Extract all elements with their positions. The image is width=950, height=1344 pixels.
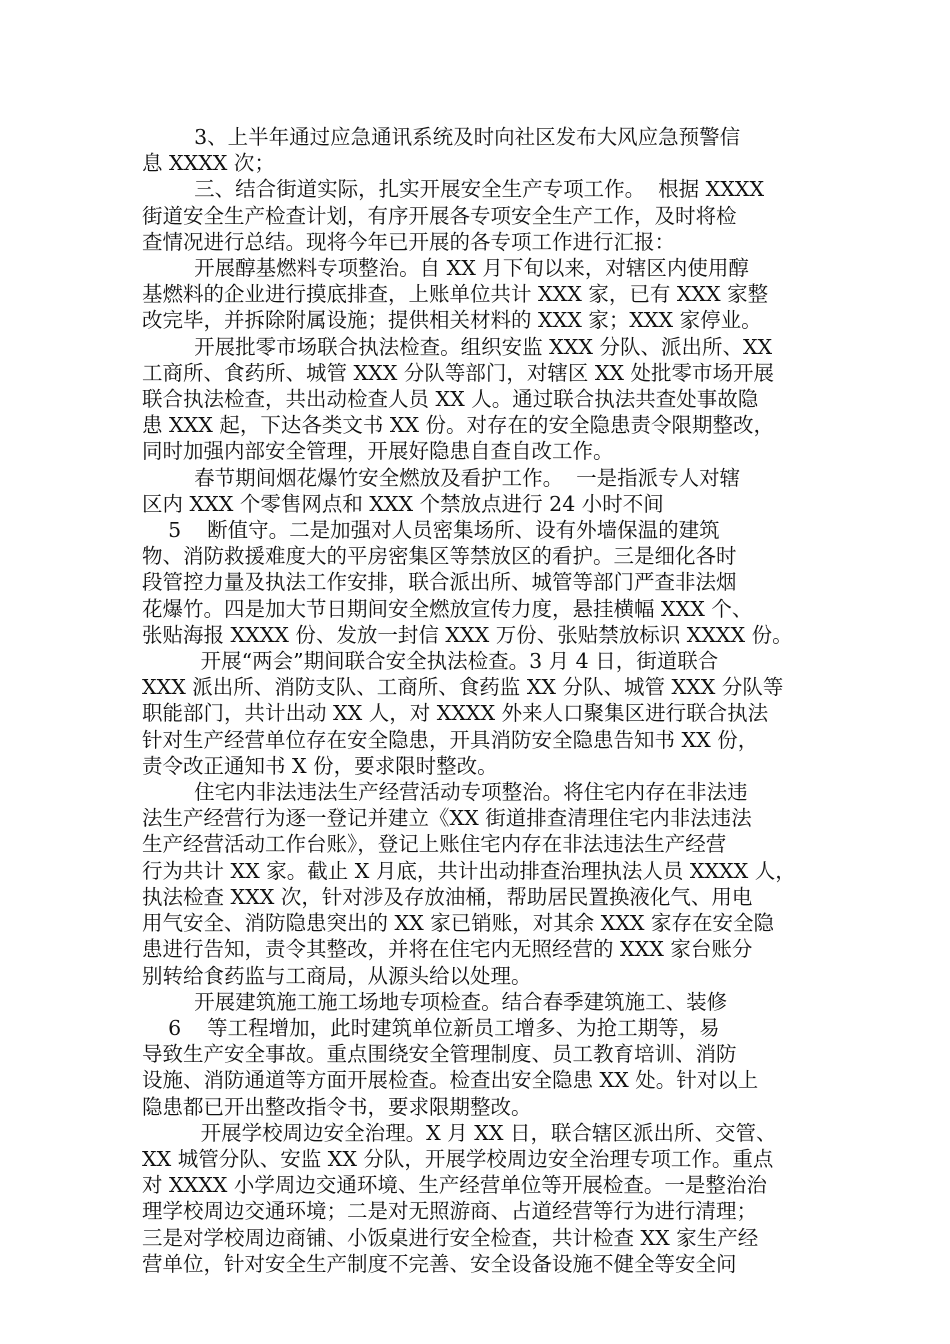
text-line: 街道安全生产检查计划，有序开展各专项安全生产工作，及时将检 — [142, 203, 737, 228]
text-line: 段管控力量及执法工作安排，联合派出所、城管等部门严查非法烟 — [142, 570, 737, 595]
text-line: 张贴海报 XXXX 份、发放一封信 XXX 万份、张贴禁放标识 XXXX 份。 — [142, 622, 793, 647]
text-line: 工商所、食药所、城管 XXX 分队等部门，对辖区 XX 处批零市场开展 — [142, 360, 775, 385]
text-line: 法生产经营行为逐一登记并建立《XX 街道排查清理住宅内非法违法 — [142, 806, 752, 831]
text-line: 住宅内非法违法生产经营活动专项整治。将住宅内存在非法违 — [142, 780, 748, 805]
text-line: 职能部门，共计出动 XX 人，对 XXXX 外来人口聚集区进行联合执法 — [142, 701, 769, 726]
text-line: XX 城管分队、安监 XX 分队，开展学校周边安全治理专项工作。重点 — [142, 1146, 774, 1171]
text-line: 区内 XXX 个零售网点和 XXX 个禁放点进行 24 小时不间 — [142, 491, 664, 516]
text-line: 生产经营活动工作台账》，登记上账住宅内存在非法违法生产经营 — [142, 832, 727, 857]
text-line: 6 等工程增加，此时建筑单位新员工增多、为抢工期等，易 — [142, 1015, 720, 1040]
text-line: 行为共计 XX 家。截止 X 月底，共计出动排查治理执法人员 XXXX 人， — [142, 858, 796, 883]
text-line: 患 XXX 起，下达各类文书 XX 份。对存在的安全隐患责令限期整改， — [142, 413, 775, 438]
text-line: 营单位，针对安全生产制度不完善、安全设备设施不健全等安全问 — [142, 1251, 737, 1276]
text-line: 查情况进行总结。现将今年已开展的各专项工作进行汇报： — [142, 229, 675, 254]
text-line: XXX 派出所、消防支队、工商所、食药监 XX 分队、城管 XXX 分队等 — [142, 675, 784, 700]
text-line: 理学校周边交通环境；二是对无照游商、占道经营等行为进行清理； — [142, 1199, 757, 1224]
text-line: 用气安全、消防隐患突出的 XX 家已销账，对其余 XXX 家存在安全隐 — [142, 911, 775, 936]
text-line: 三、结合街道实际，扎实开展安全生产专项工作。 根据 XXXX — [142, 177, 765, 202]
text-line: 同时加强内部安全管理，开展好隐患自查自改工作。 — [142, 439, 614, 464]
text-line: 对 XXXX 小学周边交通环境、生产经营单位等开展检查。一是整治治 — [142, 1173, 767, 1198]
text-line: 改完毕，并拆除附属设施；提供相关材料的 XXX 家；XXX 家停业。 — [142, 308, 762, 333]
text-line: 设施、消防通道等方面开展检查。检查出安全隐患 XX 处。针对以上 — [142, 1068, 759, 1093]
text-line: 花爆竹。四是加大节日期间安全燃放宣传力度，悬挂横幅 XXX 个、 — [142, 596, 753, 621]
text-line: 开展学校周边安全治理。X 月 XX 日，联合辖区派出所、交管、 — [142, 1120, 777, 1145]
text-line: 执法检查 XXX 次，针对涉及存放油桶，帮助居民置换液化气、用电 — [142, 884, 753, 909]
text-line: 联合执法检查，共出动检查人员 XX 人。通过联合执法共查处事故隐 — [142, 387, 759, 412]
text-line: 开展醇基燃料专项整治。自 XX 月下旬以来，对辖区内使用醇 — [142, 256, 749, 281]
text-line: 开展建筑施工施工场地专项检查。结合春季建筑施工、装修 — [142, 989, 728, 1014]
text-line: 春节期间烟花爆竹安全燃放及看护工作。 一是指派专人对辖 — [142, 465, 741, 490]
text-line: 息 XXXX 次； — [142, 151, 275, 176]
document-body — [142, 124, 842, 1277]
text-line: 针对生产经营单位存在安全隐患，开具消防安全隐患告知书 XX 份， — [142, 727, 759, 752]
text-line: 患进行告知，责令其整改，并将在住宅内无照经营的 XXX 家台账分 — [142, 937, 753, 962]
text-line: 三是对学校周边商铺、小饭桌进行安全检查，共计检查 XX 家生产经 — [142, 1225, 759, 1250]
text-line: 导致生产安全事故。重点围绕安全管理制度、员工教育培训、消防 — [142, 1042, 737, 1067]
text-line: 责令改正通知书 X 份，要求限时整改。 — [142, 753, 498, 778]
text-line: 3、上半年通过应急通讯系统及时向社区发布大风应急预警信 — [142, 125, 741, 149]
text-line: 物、消防救援难度大的平房密集区等禁放区的看护。三是细化各时 — [142, 544, 737, 569]
text-line: 基燃料的企业进行摸底排查，上账单位共计 XXX 家，已有 XXX 家整 — [142, 282, 769, 307]
text-line: 开展批零市场联合执法检查。组织安监 XXX 分队、派出所、XX — [142, 334, 773, 359]
text-line: 隐患都已开出整改指令书，要求限期整改。 — [142, 1094, 532, 1119]
text-line: 5 断值守。二是加强对人员密集场所、设有外墙保温的建筑 — [142, 518, 720, 543]
text-line: 别转给食药监与工商局，从源头给以处理。 — [142, 963, 532, 988]
text-line: 开展“两会”期间联合安全执法检查。3 月 4 日，街道联合 — [142, 649, 719, 674]
